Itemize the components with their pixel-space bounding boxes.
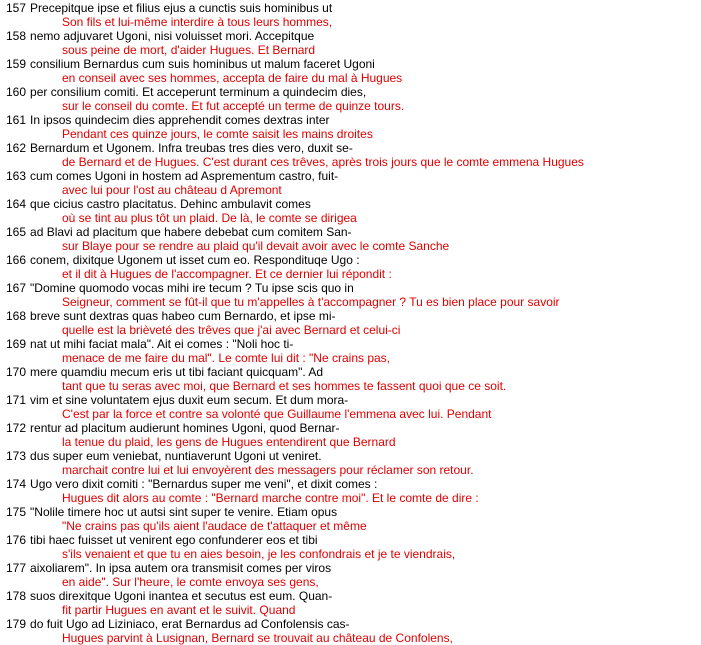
text-entry-170 <box>0 365 701 393</box>
french-translation: tant que tu seras avec moi, que Bernard et ses hommes te fassent quoi que ce soit. <box>62 379 507 393</box>
french-translation: la tenue du plaid, les gens de Hugues entendirent que Bernard <box>62 435 396 449</box>
latin-text: "Nolile timere hoc ut autsi sint super te venire. Etiam opus <box>30 505 338 519</box>
latin-line <box>0 589 701 603</box>
line-number: 176 <box>6 533 27 547</box>
latin-text: dus super eum veniebat, nuntiaverunt Ugoni ut veniret. <box>30 449 322 463</box>
latin-text: "Domine quomodo vocas mihi ire tecum ? Tu ipse scis quo in <box>30 281 354 295</box>
line-number: 169 <box>6 337 27 351</box>
text-entry-165 <box>0 225 701 253</box>
text-entry-173 <box>0 449 701 477</box>
french-translation: Hugues parvint à Lusignan, Bernard se trouvait au château de Confolens, <box>62 631 453 645</box>
french-translation: avec lui pour l'ost au château d Apremont <box>62 183 282 197</box>
line-number: 173 <box>6 449 27 463</box>
french-translation: où se tint au plus tôt un plaid. De là, le comte se dirigea <box>62 211 357 225</box>
french-translation: en aide". Sur l'heure, le comte envoya ses gens, <box>62 575 319 589</box>
latin-line <box>0 309 701 323</box>
french-translation: Seigneur, comment se fût-il que tu m'appelles à t'accompagner ? Tu es bien place pour savoir <box>62 295 560 309</box>
latin-line <box>0 1 701 15</box>
latin-line <box>0 169 701 183</box>
french-translation: et il dit à Hugues de l'accompagner. Et ce dernier lui répondit : <box>62 267 392 281</box>
latin-line <box>0 113 701 127</box>
text-entry-166 <box>0 253 701 281</box>
text-entry-175 <box>0 505 701 533</box>
french-translation: marchait contre lui et lui envoyèrent des messagers pour réclamer son retour. <box>62 463 474 477</box>
latin-text: nemo adjuvaret Ugoni, nisi voluisset mori. Accepitque <box>30 29 315 43</box>
line-number: 178 <box>6 589 27 603</box>
text-entry-158 <box>0 29 701 57</box>
latin-text: que cicius castro placitatus. Dehinc ambulavit comes <box>30 197 311 211</box>
line-number: 166 <box>6 253 27 267</box>
text-entry-176 <box>0 533 701 561</box>
line-number: 175 <box>6 505 27 519</box>
text-entry-167 <box>0 281 701 309</box>
french-translation: sous peine de mort, d'aider Hugues. Et Bernard <box>62 43 316 57</box>
latin-text: per consilium comiti. Et acceperunt terminum a quindecim dies, <box>30 85 367 99</box>
latin-line <box>0 561 701 575</box>
latin-text: do fuit Ugo ad Liziniaco, erat Bernardus ad Confolensis cas- <box>30 617 350 631</box>
latin-text: breve sunt dextras quas habeo cum Bernardo, et ipse mi- <box>30 309 336 323</box>
latin-line <box>0 281 701 295</box>
french-translation: fit partir Hugues en avant et le suivit. Quand <box>62 603 296 617</box>
french-translation: sur le conseil du comte. Et fut accepté un terme de quinze tours. <box>62 99 405 113</box>
text-entry-160 <box>0 85 701 113</box>
text-entry-178 <box>0 589 701 617</box>
latin-line <box>0 617 701 631</box>
line-number: 160 <box>6 85 27 99</box>
text-entry-162 <box>0 141 701 169</box>
line-number: 172 <box>6 421 27 435</box>
french-translation: C'est par la force et contre sa volonté que Guillaume l'emmena avec lui. Pendant <box>62 407 492 421</box>
text-entry-161 <box>0 113 701 141</box>
french-translation: Pendant ces quinze jours, le comte saisit les mains droites <box>62 127 373 141</box>
line-number: 161 <box>6 113 27 127</box>
line-number: 179 <box>6 617 27 631</box>
latin-line <box>0 85 701 99</box>
latin-text: cum comes Ugoni in hostem ad Asprementum castro, fuit- <box>30 169 339 183</box>
latin-line <box>0 253 701 267</box>
text-entry-168 <box>0 309 701 337</box>
text-entry-177 <box>0 561 701 589</box>
french-translation: Hugues dit alors au comte : "Bernard marche contre moi". Et le comte de dire : <box>62 491 479 505</box>
line-number: 177 <box>6 561 27 575</box>
line-number: 163 <box>6 169 27 183</box>
latin-text: tibi haec fuisset ut venirent ego confunderer eos et tibi <box>30 533 318 547</box>
line-number: 159 <box>6 57 27 71</box>
french-translation: menace de me faire du mal". Le comte lui dit : "Ne crains pas, <box>62 351 391 365</box>
latin-line <box>0 29 701 43</box>
line-number: 171 <box>6 393 27 407</box>
text-entry-174 <box>0 477 701 505</box>
latin-line <box>0 533 701 547</box>
line-number: 170 <box>6 365 27 379</box>
latin-line <box>0 505 701 519</box>
line-number: 157 <box>6 1 27 15</box>
latin-line <box>0 141 701 155</box>
text-entry-163 <box>0 169 701 197</box>
french-translation: sur Blaye pour se rendre au plaid qu'il devait avoir avec le comte Sanche <box>62 239 450 253</box>
latin-text: mere quamdiu mecum eris ut tibi faciant quicquam". Ad <box>30 365 324 379</box>
line-number: 167 <box>6 281 27 295</box>
latin-text: consilium Bernardus cum suis hominibus ut malum faceret Ugoni <box>30 57 375 71</box>
latin-text: Precepitque ipse et filius ejus a cunctis suis hominibus ut <box>30 1 333 15</box>
latin-text: vim et sine voluntatem ejus duxit eum secum. Et dum mora- <box>30 393 349 407</box>
line-number: 158 <box>6 29 27 43</box>
latin-line <box>0 477 701 491</box>
text-entry-172 <box>0 421 701 449</box>
line-number: 165 <box>6 225 27 239</box>
latin-line <box>0 449 701 463</box>
french-translation: de Bernard et de Hugues. C'est durant ces trêves, après trois jours que le comte emmena Hugues <box>62 155 584 169</box>
latin-text: Bernardum et Ugonem. Infra treubas tres dies vero, duxit se- <box>30 141 353 155</box>
latin-text: ad Blavi ad placitum que habere debebat cum comitem San- <box>30 225 352 239</box>
text-entry-169 <box>0 337 701 365</box>
text-entry-159 <box>0 57 701 85</box>
latin-text: In ipsos quindecim dies apprehendit comes dextras inter <box>30 113 330 127</box>
text-entry-171 <box>0 393 701 421</box>
latin-line <box>0 57 701 71</box>
line-number: 162 <box>6 141 27 155</box>
french-translation: s'ils venaient et que tu en aies besoin, je les confondrais et je te viendrais, <box>62 547 456 561</box>
french-translation: quelle est la brièveté des trêves que j'ai avec Bernard et celui-ci <box>62 323 401 337</box>
text-entry-157 <box>0 1 701 29</box>
line-number: 168 <box>6 309 27 323</box>
latin-text: rentur ad placitum audierunt homines Ugoni, quod Bernar- <box>30 421 340 435</box>
french-translation: "Ne crains pas qu'ils aient l'audace de t'attaquer et même <box>62 519 367 533</box>
french-translation: en conseil avec ses hommes, accepta de faire du mal à Hugues <box>62 71 403 85</box>
text-entry-164 <box>0 197 701 225</box>
french-translation: Son fils et lui-même interdire à tous leurs hommes, <box>62 15 333 29</box>
latin-line <box>0 421 701 435</box>
line-number: 174 <box>6 477 27 491</box>
latin-line <box>0 365 701 379</box>
latin-text: nat ut mihi faciat mala". Ait ei comes : "Noli hoc ti- <box>30 337 294 351</box>
latin-line <box>0 393 701 407</box>
latin-line <box>0 337 701 351</box>
latin-text: aixoliarem". In ipsa autem ora transmisit comes per viros <box>30 561 332 575</box>
text-entry-179 <box>0 617 701 645</box>
latin-text: conem, dixitque Ugonem ut isset cum eo. Respondituqe Ugo : <box>30 253 360 267</box>
line-number: 164 <box>6 197 27 211</box>
latin-text: suos direxitque Ugoni inantea et secutus est eum. Quan- <box>30 589 333 603</box>
latin-line <box>0 197 701 211</box>
latin-line <box>0 225 701 239</box>
latin-text: Ugo vero dixit comiti : "Bernardus super me veni", et dixit comes : <box>30 477 378 491</box>
